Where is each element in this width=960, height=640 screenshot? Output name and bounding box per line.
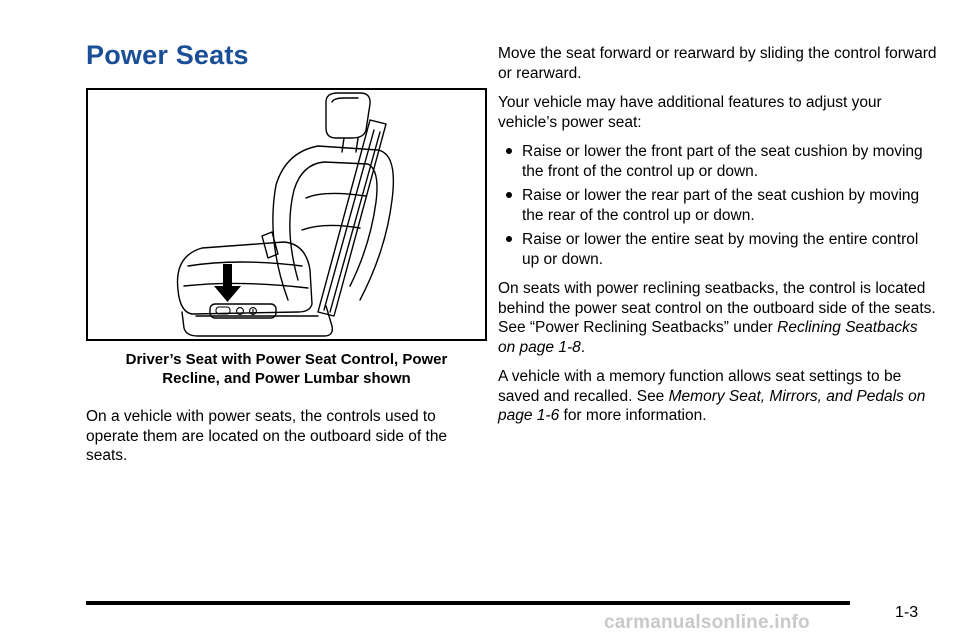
bullet-text: Raise or lower the entire seat by moving the entire control up or down. — [522, 231, 919, 268]
memory-seat-link[interactable]: Memory Seat, Mirrors, and Pedals on page 1-6 — [498, 387, 926, 424]
page-heading: Power Seats — [86, 40, 249, 70]
caption-line-1: Driver’s Seat with Power Seat Control, Power — [125, 351, 448, 368]
right-column — [498, 44, 938, 436]
reclining-seatbacks-link[interactable]: Reclining Seatbacks on page 1-8 — [498, 319, 918, 356]
paragraph-4-text: A vehicle with a memory function allows seat settings to be saved and recalled. See — [498, 368, 902, 405]
bullet-list — [498, 142, 938, 269]
bullet-item — [498, 230, 938, 269]
bullet-text: Raise or lower the rear part of the seat cushion by moving the rear of the control up or down. — [522, 187, 920, 224]
headrest — [326, 93, 370, 138]
bullet-text: Raise or lower the front part of the seat cushion by moving the front of the control up or down. — [522, 143, 923, 180]
paragraph-2: Your vehicle may have additional features to adjust your vehicle’s power seat: — [498, 94, 882, 131]
bullet-item — [498, 142, 938, 181]
paragraph-4 — [498, 367, 938, 426]
page-number: 1-3 — [895, 604, 919, 621]
seat-illustration — [86, 88, 487, 341]
bullet-icon — [506, 236, 512, 242]
figure-caption — [86, 350, 487, 388]
left-paragraph: On a vehicle with power seats, the controls used to operate them are located on the outboard side of the seats. — [86, 408, 448, 464]
paragraph-4-end: for more information. — [559, 407, 707, 424]
paragraph-3-text: On seats with power reclining seatbacks, the control is located behind the power seat control on the outboard side of the seats. See “Power Reclining Seatbacks” under — [498, 280, 936, 336]
caption-line-2: Recline, and Power Lumbar shown — [162, 370, 411, 387]
watermark: carmanualsonline.info — [604, 612, 810, 633]
paragraph-1: Move the seat forward or rearward by sliding the control forward or rearward. — [498, 45, 937, 82]
bullet-item — [498, 186, 938, 225]
bullet-icon — [506, 148, 512, 154]
footer-rule — [86, 601, 850, 605]
paragraph-3 — [498, 279, 938, 357]
paragraph-3-end: . — [580, 338, 586, 356]
seat-base — [182, 306, 332, 336]
bullet-icon — [506, 192, 512, 198]
seat-drawing — [88, 90, 485, 339]
